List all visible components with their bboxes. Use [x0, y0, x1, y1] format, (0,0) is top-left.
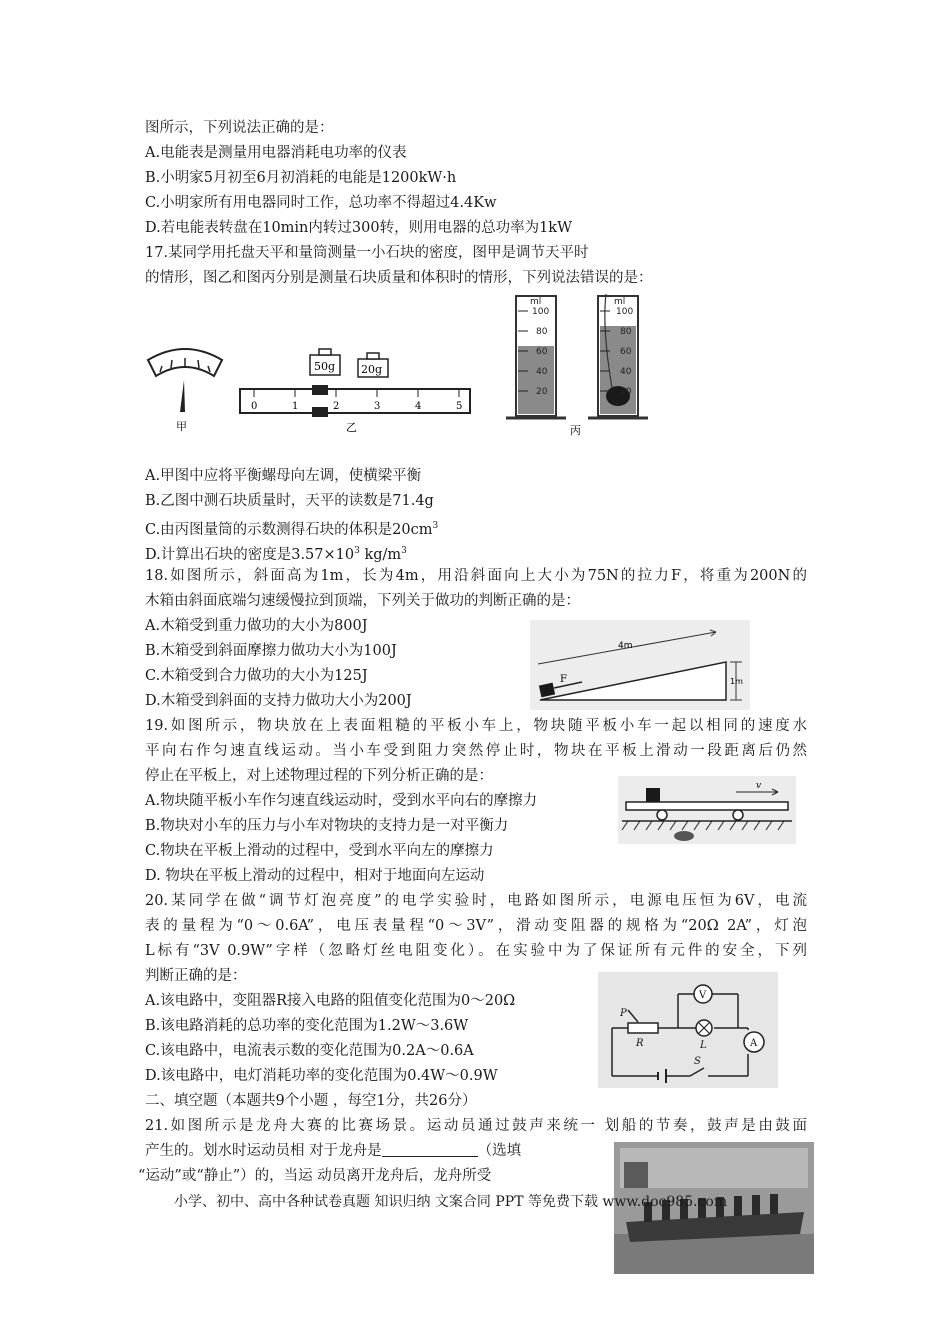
- incline-height-label: 1m: [730, 677, 743, 686]
- footer-watermark: 小学、初中、高中各种试卷真题 知识归纳 文案合同 PPT 等免费下载 www.doc985.com: [174, 1194, 728, 1210]
- q18-stem-line2: 木箱由斜面底端匀速缓慢拉到顶端，下列关于做功的判断正确的是：: [145, 593, 580, 609]
- incline-force-label: F: [560, 674, 567, 685]
- circuit-label-l: L: [700, 1040, 707, 1051]
- q19-option-d: D. 物块在平板上滑动的过程中，相对于地面向左运动: [145, 868, 485, 884]
- q17-option-b: B.乙图中测石块质量时，天平的读数是71.4g: [145, 493, 434, 509]
- weight-20g-label: 20g: [361, 363, 383, 376]
- q18-option-a: A.木箱受到重力做功的大小为800J: [145, 618, 368, 634]
- q17-option-a: A.甲图中应将平衡螺母向左调，使横梁平衡: [145, 468, 422, 484]
- q18-option-b: B.木箱受到斜面摩擦力做功大小为100J: [145, 643, 397, 659]
- circuit-label-v: V: [699, 990, 707, 1001]
- weight-50g-label: 50g: [314, 360, 336, 373]
- q17-option-c: C.由丙图量筒的示数测得石块的体积是$20cm^3$: [145, 521, 439, 538]
- q19-option-c: C.物块在平板上滑动的过程中，受到水平向左的摩擦力: [145, 843, 494, 859]
- circuit-figure: [598, 972, 778, 1088]
- cyl2-tick-40: 40: [620, 367, 632, 377]
- q16-option-d: D.若电能表转盘在10min内转过300转，则用电器的总功率为1kW: [145, 220, 572, 236]
- cyl2-unit: ml: [614, 297, 626, 307]
- q18-option-d: D.木箱受到斜面的支持力做功大小为200J: [145, 693, 412, 709]
- q16-option-a: A.电能表是测量用电器消耗电功率的仪表: [145, 145, 407, 161]
- q20-stem-line4: 判断正确的是：: [145, 968, 247, 984]
- q20-stem-line3: L标有“3V 0.9W”字样（忽略灯丝电阻变化）。在实验中为了保证所有元件的安全，下列: [145, 943, 807, 959]
- q20-option-d: D.该电路中，电灯消耗功率的变化范围为0.4W～0.9W: [145, 1068, 498, 1084]
- fig-label-bing: 丙: [570, 424, 581, 437]
- q16-option-b: B.小明家5月初至6月初消耗的电能是1200kW·h: [145, 170, 457, 186]
- cyl1-tick-80: 80: [536, 327, 548, 337]
- velocity-label: v: [756, 781, 762, 791]
- ruler-tick-4: 4: [415, 401, 422, 412]
- ruler-tick-3: 3: [374, 401, 381, 412]
- cyl2-tick-20: 20: [620, 387, 632, 397]
- fig-label-jia: 甲: [176, 420, 187, 433]
- cyl1-tick-20: 20: [536, 387, 548, 397]
- cyl1-tick-60: 60: [536, 347, 548, 357]
- q21-stem-line1: 21.如图所示是龙舟大赛的比赛场景。运动员通过鼓声来统一 划船的节奏，鼓声是由鼓面: [145, 1118, 807, 1134]
- q17-stem-line1: 17.某同学用托盘天平和量筒测量一小石块的密度，图甲是调节天平时: [145, 245, 589, 261]
- cyl2-tick-60: 60: [620, 347, 632, 357]
- q20-stem-line1: 20.某同学在做“调节灯泡亮度”的电学实验时，电路如图所示，电源电压恒为6V，电流: [145, 893, 807, 909]
- cyl2-tick-80: 80: [620, 327, 632, 337]
- balance-scale-figure: [140, 340, 230, 440]
- q20-option-c: C.该电路中，电流表示数的变化范围为0.2A～0.6A: [145, 1043, 474, 1059]
- circuit-label-s: S: [694, 1056, 701, 1067]
- circuit-label-r: R: [636, 1038, 644, 1049]
- q21-answer-blank: [382, 1142, 478, 1157]
- q19-option-b: B.物块对小车的压力与小车对物块的支持力是一对平衡力: [145, 818, 509, 834]
- q21-stem-line2: 产生的。划水时运动员相 对于龙舟是 （选填: [145, 1143, 522, 1159]
- q19-stem-line3: 停止在平板上，对上述物理过程的下列分析正确的是：: [145, 768, 493, 784]
- q20-option-b: B.该电路消耗的总功率的变化范围为1.2W～3.6W: [145, 1018, 469, 1034]
- q16-option-c: C.小明家所有用电器同时工作，总功率不得超过4.4Kw: [145, 195, 497, 211]
- q19-stem-line2: 平向右作匀速直线运动。当小车受到阻力突然停止时，物块在平板上滑动一段距离后仍然: [145, 743, 807, 759]
- fig-label-yi: 乙: [346, 421, 357, 434]
- cart-block-figure: [618, 776, 796, 844]
- cyl1-tick-40: 40: [536, 367, 548, 377]
- ruler-tick-2: 2: [333, 401, 340, 412]
- circuit-label-p: P: [620, 1008, 627, 1019]
- q18-stem-line1: 18.如图所示，斜面高为1m，长为4m，用沿斜面向上大小为75N的拉力F，将重为200N的: [145, 568, 807, 584]
- circuit-label-a: A: [750, 1038, 758, 1049]
- ruler-tick-0: 0: [251, 401, 258, 412]
- q18-option-c: C.木箱受到合力做功的大小为125J: [145, 668, 368, 684]
- q20-stem-line2: 表的量程为“0～0.6A”，电压表量程“0～3V”，滑动变阻器的规格为“20Ω 2A”，灯泡: [145, 918, 807, 934]
- cyl2-tick-100: 100: [616, 307, 634, 317]
- q19-stem-line1: 19.如图所示，物块放在上表面粗糙的平板小车上，物块随平板小车一起以相同的速度水: [145, 718, 807, 734]
- weights-ruler-figure: [236, 345, 476, 437]
- q17-option-d: D.计算出石块的密度是$3.57\times 10^3$ $kg/m^3$: [145, 546, 407, 563]
- ruler-tick-1: 1: [292, 401, 299, 412]
- incline-length-label: 4m: [618, 641, 633, 651]
- q20-option-a: A.该电路中，变阻器R接入电路的阻值变化范围为0～20Ω: [145, 993, 516, 1009]
- cyl1-tick-100: 100: [532, 307, 550, 317]
- q19-option-a: A.物块随平板小车作匀速直线运动时，受到水平向右的摩擦力: [145, 793, 538, 809]
- ruler-tick-5: 5: [456, 401, 463, 412]
- q16-stem-tail: 图所示，下列说法正确的是：: [145, 120, 334, 136]
- q17-stem-line2: 的情形，图乙和图丙分别是测量石块质量和体积时的情形，下列说法错误的是：: [145, 270, 653, 286]
- section-heading: 二、填空题（本题共9个小题 ，每空1分，共26分）: [145, 1093, 477, 1109]
- q21-stem-line3: “运动”或“静止”）的，当运 动员离开龙舟后，龙舟所受: [138, 1168, 492, 1184]
- cyl1-unit: ml: [530, 297, 542, 307]
- graduated-cylinders-figure: [502, 288, 662, 440]
- incline-figure: [530, 620, 750, 710]
